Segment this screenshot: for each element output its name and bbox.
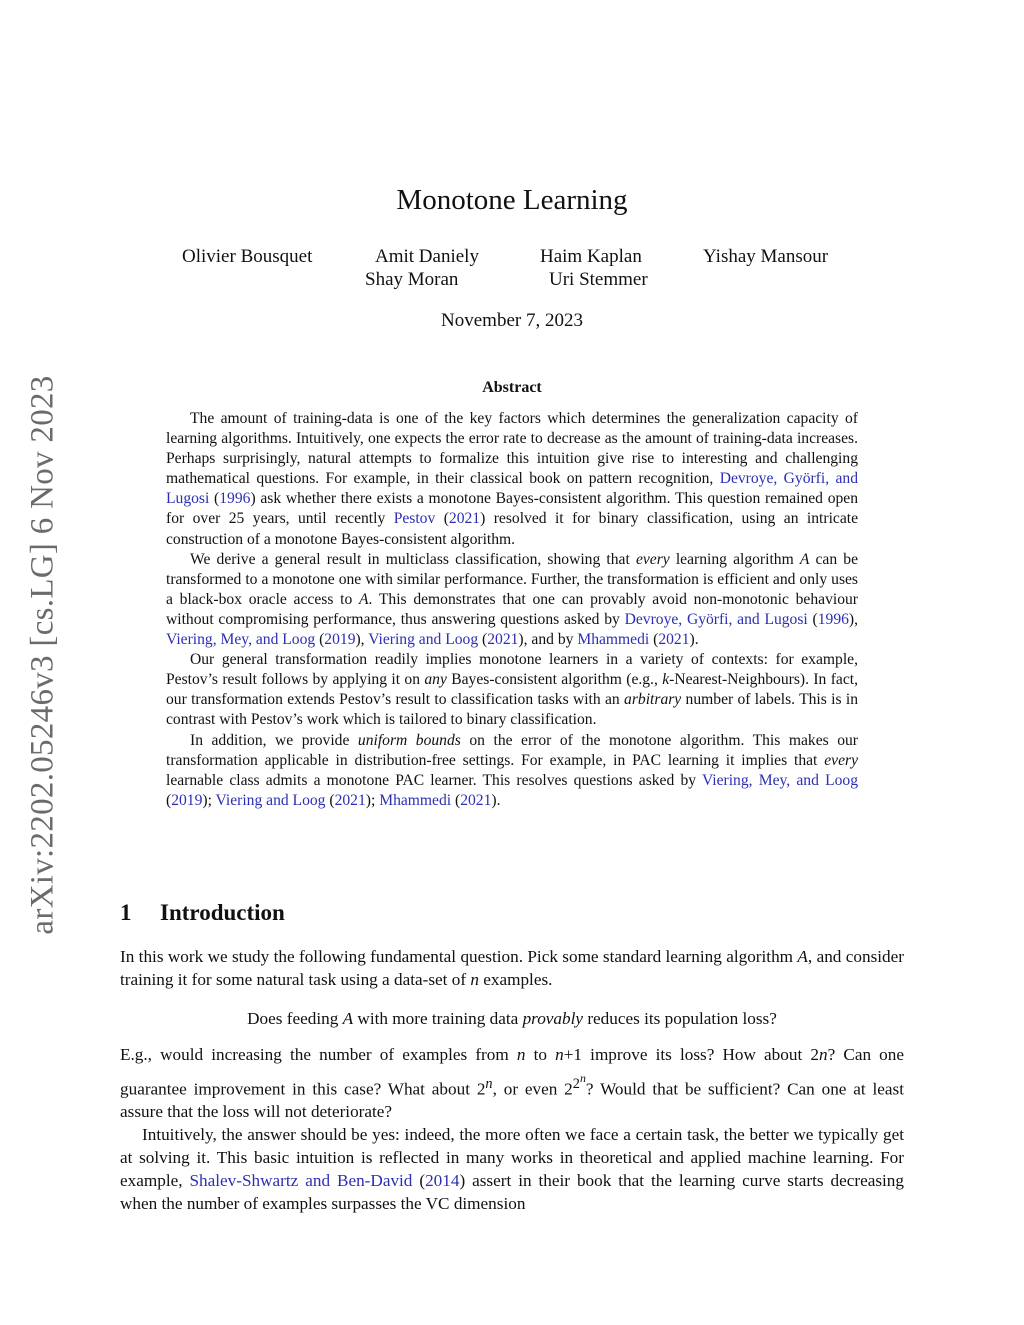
section-title: Introduction [160, 900, 285, 925]
citation-link[interactable]: 2021 [658, 631, 690, 649]
citation-link[interactable]: Pestov [393, 510, 436, 528]
arxiv-identifier: arXiv:2202.05246v3 [cs.LG] 6 Nov 2023 [24, 375, 61, 935]
citation-link[interactable]: Mhammedi [379, 791, 452, 809]
citation-link[interactable]: Viering and Loog [368, 631, 479, 649]
citation-link[interactable]: 2021 [334, 791, 366, 809]
research-question: Does feeding A with more training data provably reduces its population loss? [247, 1008, 777, 1028]
citation-link[interactable]: Viering, Mey, and Loog [166, 631, 316, 649]
citation-link[interactable]: 2019 [171, 791, 203, 809]
author-name: Amit Daniely [375, 246, 479, 267]
author-name: Uri Stemmer [549, 269, 648, 290]
citation-link[interactable]: 1996 [219, 490, 251, 508]
abstract [166, 409, 858, 811]
abstract-heading: Abstract [482, 379, 542, 396]
citation-link[interactable]: 2021 [448, 510, 481, 528]
body-paragraph: Intuitively, the answer should be yes: indeed, the more often we face a certain task, the better we typically get at solving it. This basic intuition is reflected in many works in theoretical and applied machine learning. For example, Shalev-Shwartz and Ben-David (2014) assert in their book that the learning curve starts decreasing when the number of examples surpasses the VC dimension [120, 1125, 904, 1213]
author-name: Haim Kaplan [540, 246, 642, 267]
author-name: Shay Moran [365, 269, 459, 290]
citation-link[interactable]: 2021 [487, 631, 519, 649]
arxiv-side-label [22, 357, 64, 953]
section-number: 1 [120, 900, 132, 925]
abstract-paragraph: The amount of training-data is one of the key factors which determines the generalization capacity of learning algorithms. Intuitively, one expects the error rate to decrease as the amount of training-data increases. Perhaps surprisingly, natural attempts to formalize this intuition give rise to interesting and challenging mathematical questions. For example, in their classical book on pattern recognition, Devroye, Györfi, and Lugosi (1996) ask whether there exists a monotone Bayes-consistent algorithm. This question remained open for over 25 years, until recently Pestov (2021) resolved it for binary classification, using an intricate construction of a monotone Bayes-consistent algorithm. [166, 410, 859, 548]
citation-link[interactable]: 2021 [460, 791, 492, 809]
paper-title: Monotone Learning [396, 184, 628, 216]
body-paragraph: In this work we study the following fundamental question. Pick some standard learning algorithm A, and consider training it for some natural task using a data-set of n examples. [120, 947, 904, 989]
author-name: Yishay Mansour [703, 246, 829, 267]
abstract-paragraph: Our general transformation readily implies monotone learners in a variety of contexts: for example, Pestov’s result follows by applying it on any Bayes-consistent algorithm (e.g., k-Nearest-Neighbours). In fact, our transformation extends Pestov’s result to classification tasks with an arbitrary number of labels. This is in contrast with Pestov’s work which is tailored to binary classification. [166, 651, 858, 729]
section-heading [120, 900, 285, 926]
paper-date: November 7, 2023 [441, 310, 583, 331]
citation-link[interactable]: Devroye, Györfi, and Lugosi [166, 470, 858, 508]
abstract-paragraph: We derive a general result in multiclass classification, showing that every learning algorithm A can be transformed to a monotone one with similar performance. Further, the transformation is efficient and only uses a black-box oracle access to A. This demonstrates that one can provably avoid non-monotonic behaviour without compromising performance, thus answering questions asked by Devroye, Györfi, and Lugosi (1996), Viering, Mey, and Loog (2019), Viering and Loog (2021), and by Mhammedi (2021). [166, 550, 859, 649]
body-paragraph: E.g., would increasing the number of examples from n to n+1 improve its loss? How about 2n? Can one guarantee improvement in this case? What about 2$^n$, or even $2^{2^n}$? Would that be sufficient? Can one at least assure that the loss will not deteriorate? [120, 1045, 904, 1122]
citation-link[interactable]: 1996 [817, 610, 849, 628]
citation-link[interactable]: 2014 [425, 1170, 460, 1190]
citation-link[interactable]: Devroye, Györfi, and Lugosi [624, 610, 808, 628]
citation-link[interactable]: Mhammedi [577, 631, 650, 649]
body-text [120, 946, 904, 1215]
citation-link[interactable]: 2019 [324, 631, 356, 649]
author-name: Olivier Bousquet [182, 246, 313, 267]
citation-link[interactable]: Shalev-Shwartz and Ben-David [189, 1170, 413, 1190]
abstract-paragraph: In addition, we provide uniform bounds on the error of the monotone algorithm. This makes our transformation applicable in distribution-free settings. For example, in PAC learning it implies that every learnable class admits a monotone PAC learner. This resolves questions asked by Viering, Mey, and Loog (2019); Viering and Loog (2021); Mhammedi (2021). [166, 731, 858, 809]
citation-link[interactable]: Viering and Loog [215, 791, 326, 809]
citation-link[interactable]: Viering, Mey, and Loog [701, 771, 858, 789]
